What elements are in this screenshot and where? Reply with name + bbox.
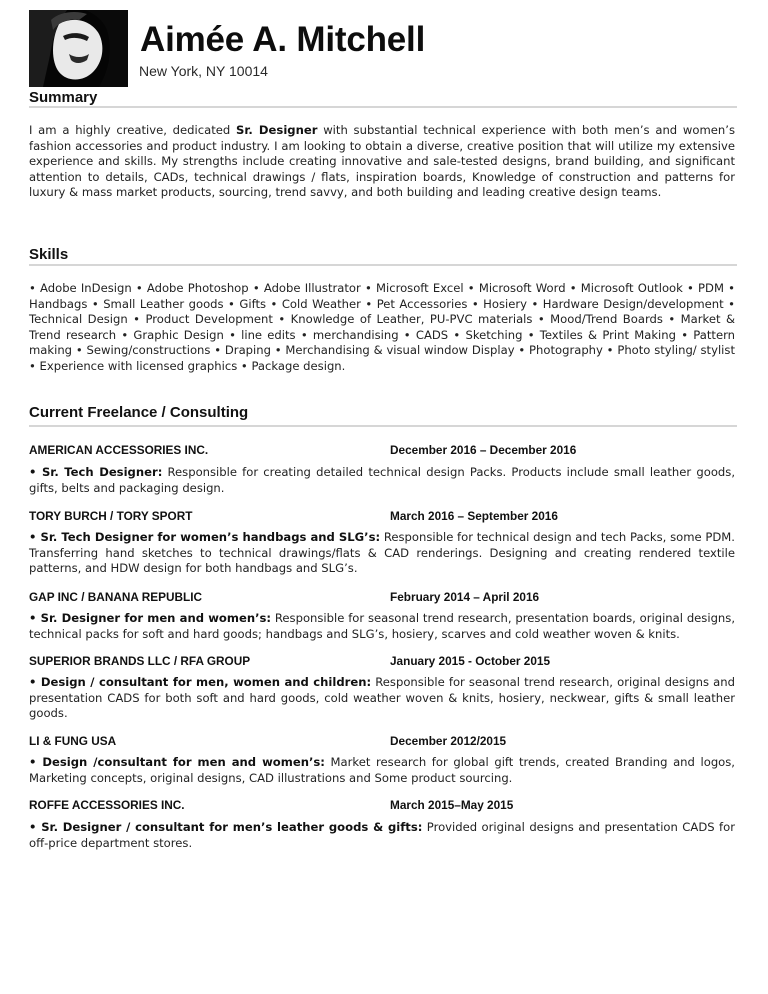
job-dates: December 2016 – December 2016	[390, 443, 577, 457]
job-company: AMERICAN ACCESSORIES INC.	[29, 443, 209, 457]
summary-text	[29, 123, 735, 201]
job-dates: March 2016 – September 2016	[390, 509, 558, 523]
job-role: • Design /consultant for men and women’s:	[29, 755, 325, 769]
job-role: • Sr. Tech Designer:	[29, 465, 163, 479]
summary-heading: Summary	[29, 89, 98, 106]
job-details: Responsible for creating detailed technical design Packs. Products include small leather goods, gifts, belts and packaging design.	[29, 465, 735, 495]
job-company: TORY BURCH / TORY SPORT	[29, 509, 193, 523]
skills-list: • Adobe InDesign • Adobe Photoshop • Adobe Illustrator • Microsoft Excel • Microsoft Word • Microsoft Outlook • PDM • Handbags • Small Leather goods • Gifts • Cold Weather • Pet Accessories • Hosiery • Hardware Design/development • Technical Design • Product Development • Knowledge of Leather, PU-PVC materials • Mood/Trend Boards • Market & Trend research • Graphic Design • line edits • merchandising • CADS • Sketching • Textiles & Print Making • Pattern making • Sewing/constructions • Draping • Merchandising & visual window Display • Photography • Photo styling/ stylist • Experience with licensed graphics • Package design.	[29, 281, 735, 373]
job-role: • Sr. Designer / consultant for men’s leather goods & gifts:	[29, 820, 423, 834]
job-role: • Design / consultant for men, women and children:	[29, 675, 372, 689]
experience-divider	[29, 425, 737, 427]
job-details: Market research for global gift trends, created Branding and logos, Marketing concepts, original designs, CAD illustrations and Some product sourcing.	[29, 755, 735, 785]
summary-title-emphasis: Sr. Designer	[236, 123, 318, 137]
experience-heading: Current Freelance / Consulting	[29, 404, 249, 421]
candidate-name: Aimée A. Mitchell	[140, 20, 426, 59]
job-details: Provided original designs and presentation CADS for off-price department stores.	[29, 820, 735, 850]
profile-photo	[29, 10, 128, 87]
job-company: LI & FUNG USA	[29, 734, 117, 748]
job-company: GAP INC / BANANA REPUBLIC	[29, 590, 203, 604]
job-details: Responsible for technical design and tech Packs, some PDM. Transferring hand sketches to technical drawings/flats & CAD renderings. Designing and creating rendered textile patterns, and HDW design for both handbags and SLG’s.	[29, 530, 735, 575]
portrait-image	[29, 10, 128, 87]
job-role: • Sr. Tech Designer for women’s handbags and SLG’s:	[29, 530, 381, 544]
job-description	[29, 820, 735, 851]
job-company: SUPERIOR BRANDS LLC / RFA GROUP	[29, 654, 251, 668]
job-description	[29, 755, 735, 786]
job-company: ROFFE ACCESSORIES INC.	[29, 798, 185, 812]
summary-text-start: I am a highly creative, dedicated	[29, 123, 236, 137]
summary-divider	[29, 106, 737, 108]
job-dates: March 2015–May 2015	[390, 798, 514, 812]
job-details: Responsible for seasonal trend research, presentation boards, original designs, technical packs for soft and hard goods; handbags and SLG’s, hosiery, scarves and cold weather woven & knits.	[29, 611, 736, 641]
job-dates: December 2012/2015	[390, 734, 507, 748]
job-description	[29, 675, 735, 722]
job-description	[29, 530, 735, 577]
job-description	[29, 611, 735, 642]
candidate-location: New York, NY 10014	[139, 63, 268, 79]
job-description	[29, 465, 735, 496]
job-role: • Sr. Designer for men and women’s:	[29, 611, 272, 625]
skills-divider	[29, 264, 737, 266]
job-dates: January 2015 - October 2015	[390, 654, 551, 668]
summary-text-end: with substantial technical experience with both men’s and women’s fashion accessories and product industry. I am looking to obtain a diverse, creative position that will utilize my extensive experience and skills. My strengths include creating innovative and sale-tested designs, brand building, and significant attention to details, CADs, technical drawings / flats, inspiration boards, Knowledge of construction and patterns for luxury & mass market products, sourcing, trend savvy, and both building and leading creative design teams.	[29, 123, 735, 199]
job-dates: February 2014 – April 2016	[390, 590, 540, 604]
skills-heading: Skills	[29, 246, 69, 263]
job-details: Responsible for seasonal trend research, original designs and presentation CADS for both soft and hard goods, cold weather woven & knits, hosiery, neckwear, gifts & small leather goods.	[29, 675, 735, 720]
